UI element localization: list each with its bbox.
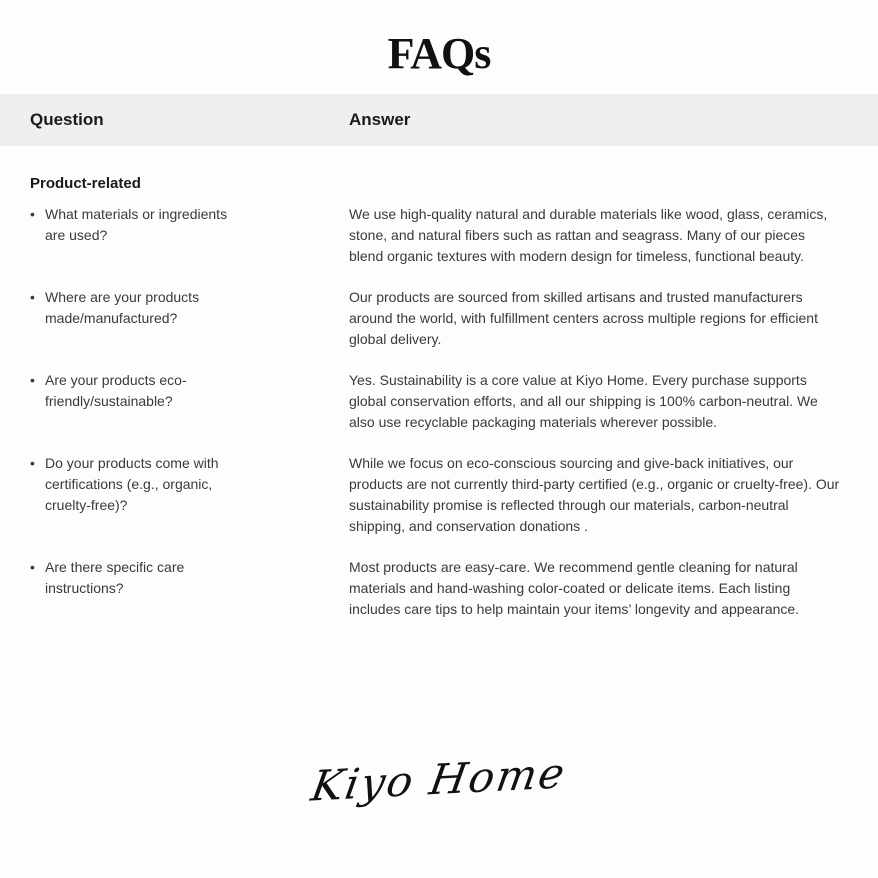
question-cell (30, 557, 349, 620)
table-header-band (0, 94, 878, 146)
title-section (0, 0, 878, 78)
faq-answer: While we focus on eco-conscious sourcing and give-back initiatives, our products are not currently third-party certified (e.g., organic or cruelty-free). Our sustainability promise is reflected through our materials, carbon-neutral shipping, and conservation donations . (349, 455, 840, 535)
bullet-icon: • (30, 559, 35, 576)
faq-question: Are there specific care instructions? (45, 559, 185, 597)
faq-question: Are your products eco-friendly/sustainable? (45, 372, 187, 410)
answer-column-header: Answer (349, 110, 411, 130)
faq-row (30, 204, 842, 267)
faq-row (30, 370, 842, 433)
footer (0, 748, 878, 811)
brand-logo: Kiyo Home (307, 748, 571, 811)
faq-row (30, 287, 842, 350)
faq-question: Where are your products made/manufactured? (45, 289, 200, 327)
faq-answer: Yes. Sustainability is a core value at Kiyo Home. Every purchase supports global conservation efforts, and all our shipping is 100% carbon-neutral. We also use recyclable packaging materials wherever possible. (349, 372, 818, 431)
faq-answer: Our products are sourced from skilled artisans and trusted manufacturers around the world, with fulfillment centers across multiple regions for efficient global delivery. (349, 289, 818, 348)
question-cell (30, 453, 349, 537)
question-cell (30, 370, 349, 433)
question-column-header: Question (30, 110, 104, 130)
question-cell (30, 204, 349, 267)
faq-question: What materials or ingredients are used? (45, 206, 228, 244)
question-cell (30, 287, 349, 350)
faq-row (30, 453, 842, 537)
bullet-icon: • (30, 206, 35, 223)
bullet-icon: • (30, 372, 35, 389)
faq-row (30, 557, 842, 620)
faq-question: Do your products come with certifications (e.g., organic, cruelty-free)? (45, 455, 219, 514)
section-heading: Product-related (30, 175, 141, 193)
faq-content (0, 146, 878, 620)
page-title: FAQs (387, 29, 491, 78)
faq-answer: Most products are easy-care. We recommend gentle cleaning for natural materials and hand-washing color-coated or delicate items. Each listing includes care tips to help maintain your items’ longevity and appearance. (349, 559, 800, 618)
bullet-icon: • (30, 289, 35, 306)
faq-answer: We use high-quality natural and durable materials like wood, glass, ceramics, stone, and natural fibers such as rattan and seagrass. Many of our pieces blend organic textures with modern design for timeless, functional beauty. (349, 206, 828, 265)
bullet-icon: • (30, 455, 35, 472)
